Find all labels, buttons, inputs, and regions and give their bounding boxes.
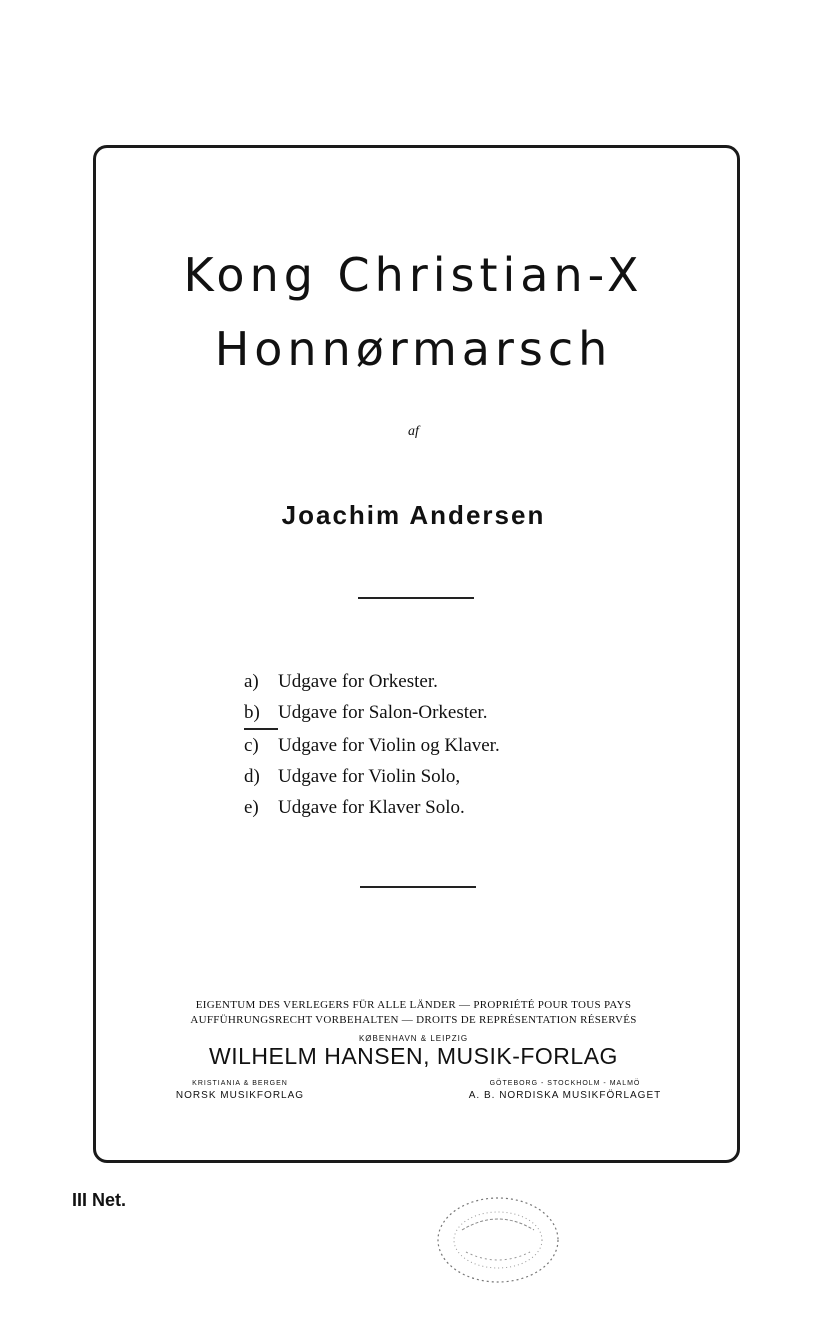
library-stamp-icon	[432, 1190, 564, 1290]
edition-text: Udgave for Orkester.	[278, 671, 438, 692]
edition-item	[244, 730, 500, 761]
title-line-2: Honnørmarsch	[214, 322, 613, 376]
rights-notice-2: AUFFÜHRUNGSRECHT VORBEHALTEN — DROITS DE REPRÉSENTATION RÉSERVÉS	[190, 1014, 637, 1026]
edition-label: d)	[244, 766, 260, 787]
publisher-name: WILHELM HANSEN, MUSIK-FORLAG	[209, 1043, 618, 1069]
branch-cities: GÖTEBORG - STOCKHOLM - MALMÖ	[489, 1080, 641, 1087]
edition-label: c)	[244, 735, 259, 756]
rights-notice-1: EIGENTUM DES VERLEGERS FÜR ALLE LÄNDER — PROPRIÉTÉ POUR TOUS PAYS	[195, 999, 632, 1011]
edition-text: Udgave for Salon-Orkester.	[278, 702, 488, 723]
branch-firm: A. B. NORDISKA MUSIKFÖRLAGET	[468, 1090, 662, 1101]
edition-item	[244, 666, 500, 697]
divider-bottom	[360, 886, 476, 888]
edition-text: Udgave for Klaver Solo.	[278, 797, 465, 818]
price-label: III Net.	[72, 1190, 127, 1210]
divider-top	[358, 597, 474, 599]
branch-sweden	[430, 1080, 700, 1101]
edition-label: e)	[244, 797, 259, 818]
edition-item	[244, 697, 500, 730]
edition-label: a)	[244, 671, 259, 692]
edition-text: Udgave for Violin og Klaver.	[278, 735, 500, 756]
title-line-1: Kong Christian-X	[183, 248, 644, 302]
edition-item	[244, 792, 500, 823]
composer-name: Joachim Andersen	[281, 500, 546, 530]
publisher-cities: KØBENHAVN & LEIPZIG	[358, 1034, 469, 1043]
branch-firm: NORSK MUSIKFORLAG	[175, 1090, 305, 1101]
edition-item	[244, 761, 500, 792]
by-label: af	[408, 424, 419, 439]
edition-label: b)	[244, 697, 278, 730]
branch-norway	[150, 1080, 330, 1101]
edition-list	[244, 666, 500, 823]
branch-cities: KRISTIANIA & BERGEN	[192, 1080, 288, 1087]
edition-text: Udgave for Violin Solo,	[278, 766, 461, 787]
